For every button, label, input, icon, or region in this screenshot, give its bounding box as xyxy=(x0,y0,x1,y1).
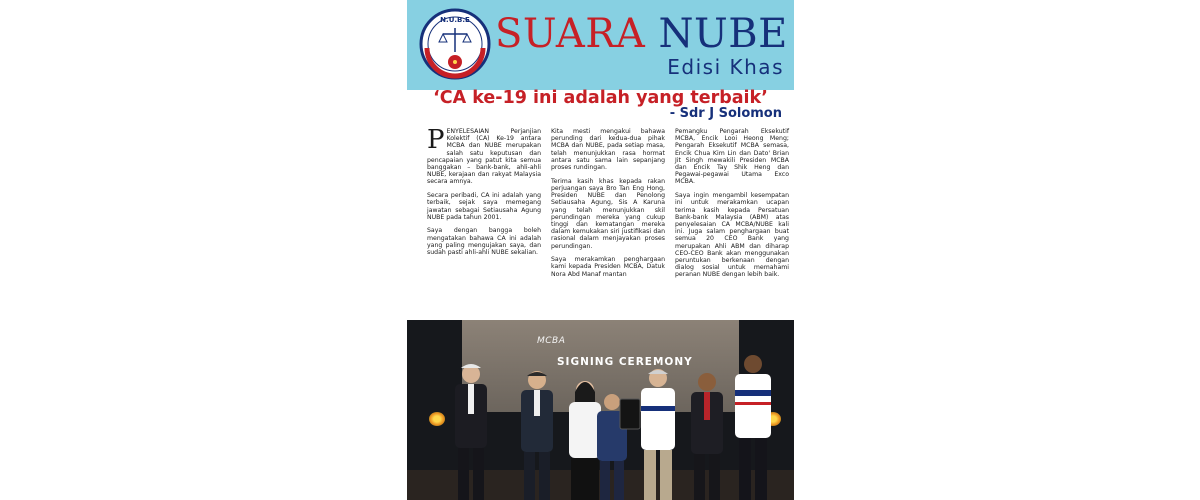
paragraph: Saya merakamkan penghargaan kami kepada Presiden MCBA, Datuk Nora Abd Manaf mantan xyxy=(551,256,665,278)
article-column-2 xyxy=(551,128,665,320)
person-figure-icon xyxy=(729,352,777,500)
paragraph: PENYELESAIAN Perjanjian Kolektif (CA) Ke-19 antara MCBA dan NUBE merupakan salah satu keputusan dan pencapaian yang patut kita semua banggakan – bank-bank, ahli-ahli NUBE, kerajaan dan rakyat Malaysia secara amnya. xyxy=(427,125,541,186)
edition-label: Edisi Khas xyxy=(667,55,784,79)
brand-nube: NUBE xyxy=(658,11,788,57)
backdrop-mcba-label: MCBA xyxy=(537,336,566,346)
paragraph: Saya ingin mengambil kesempatan ini untuk merakamkan ucapan terima kasih kepada Persatuan Bank-bank Malaysia (ABM) atas penyelesaian CA MCBA/NUBE kali ini. Juga salam penghargaan buat semua 20 CEO Bank yang merupakan Ahli ABM dan diharap CEO-CEO Bank akan menggunakan peruntukan berkenaan dengan dialog sosial untuk memahami peranan NUBE dengan lebih baik. xyxy=(675,192,789,279)
backdrop-signing-label: SIGNING CEREMONY xyxy=(557,356,693,368)
svg-text:N.U.B.E: N.U.B.E xyxy=(440,16,470,24)
nube-logo-icon xyxy=(419,8,491,80)
paragraph: Secara peribadi, CA ini adalah yang terbaik, sejak saya memegang jawatan sebagai Setiausaha Agung NUBE pada tahun 2001. xyxy=(427,192,541,221)
article-column-1 xyxy=(427,125,541,320)
article-byline: - Sdr J Solomon xyxy=(669,106,782,121)
paragraph: Terima kasih khas kepada rakan perjuangan saya Bro Tan Eng Hong, Presiden NUBE dan Penolong Setiausaha Agung, Sis A Karuna yang telah menunjukkan skil perundingan mereka yang cukup tinggi dan kematangan mereka dalam kemukakan siri justifikasi dan rasional dalam menjayakan proses perundingan. xyxy=(551,177,665,250)
person-figure-icon xyxy=(685,370,729,500)
person-figure-icon xyxy=(635,366,681,500)
paragraph: Kita mesti mengakui bahawa perunding dari kedua-dua pihak MCBA dan NUBE, pada setiap masa, telah menunjukkan rasa hormat antara satu sama lain sepanjang proses rundingan. xyxy=(551,128,665,172)
brand-title xyxy=(495,12,788,56)
brand-suara: SUARA xyxy=(495,11,646,57)
article-headline: ‘CA ke-19 ini adalah yang terbaik’ xyxy=(433,88,768,108)
signing-ceremony-photo xyxy=(407,320,794,500)
paragraph: Saya dengan bangga boleh mengatakan bahawa CA ini adalah yang paling mengujakan saya, dan sudah pasti ahli-ahli NUBE sekalian. xyxy=(427,227,541,257)
newsletter-page xyxy=(407,0,794,500)
paragraph: Pemangku Pengarah Eksekutif MCBA, Encik Looi Heong Meng; Pengarah Eksekutif MCBA semasa, Encik Chua Kim Lin dan Dato' Brian Jit Singh mewakili Presiden MCBA dan Encik Tay Shik Heng dan Pegawai-pegawai Utama Exco MCBA. xyxy=(675,128,789,186)
person-figure-icon xyxy=(515,368,559,500)
drop-cap: P xyxy=(427,125,445,155)
person-figure-icon xyxy=(447,362,495,500)
flower-decoration-icon xyxy=(429,412,445,426)
article-body xyxy=(427,125,789,320)
masthead xyxy=(407,0,794,90)
article-column-3 xyxy=(675,128,789,320)
